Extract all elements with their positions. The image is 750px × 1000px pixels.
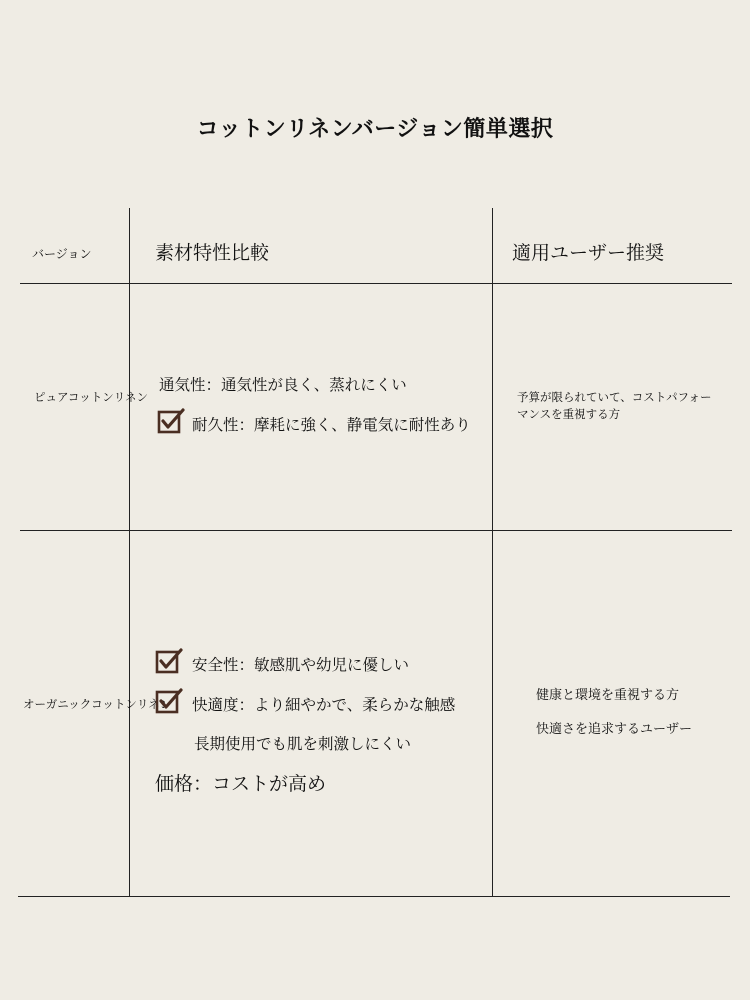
row-1-version: ピュアコットンリネン [34,390,148,404]
row-2-feature-comfort: 快適度：より細やかで、柔らかな触感 [192,696,456,714]
checkbox-checked-icon [155,688,183,714]
row-2-recommendation-1: 健康と環境を重視する方 [536,688,680,703]
row-1-feature-breathability: 通気性：通気性が良く、蒸れにくい [159,376,407,394]
column-divider-1 [129,208,130,896]
header-material: 素材特性比較 [155,242,270,264]
row-1-feature-durability: 耐久性：摩耗に強く、静電気に耐性あり [192,416,471,434]
checkbox-checked-icon [155,648,183,674]
row-2-price: 価格：コストが高め [155,773,327,795]
header-version: バージョン [32,247,92,261]
checkbox-checked-icon [157,408,185,434]
row-2-feature-safety: 安全性：敏感肌や幼児に優しい [192,656,410,674]
page-title: コットンリネンバージョン簡単選択 [196,117,554,142]
header-recommended: 適用ユーザー推奨 [512,242,665,264]
column-divider-2 [492,208,493,896]
row-1-recommendation: 予算が限られていて、コストパフォーマンスを重視する方 [517,390,712,421]
table-bottom-border [18,896,730,897]
header-divider [20,283,732,284]
row-2-recommendation-2: 快適さを追求するユーザー [536,722,693,737]
row-divider [20,530,732,531]
row-2-version: オーガニックコットンリネン [23,697,172,711]
row-2-feature-long-term: 長期使用でも肌を刺激しにくい [194,735,412,753]
